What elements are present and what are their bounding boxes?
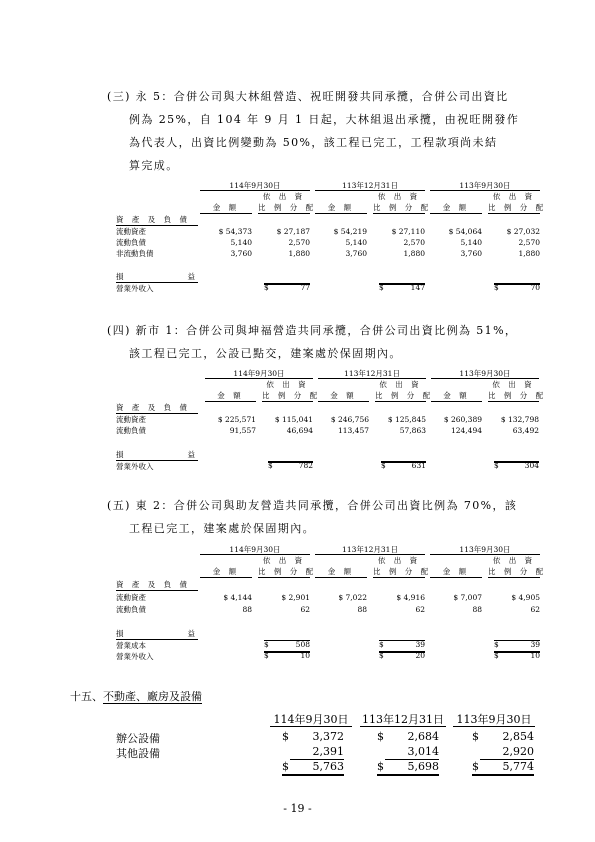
- para-line: (四) 新市 1：合併公司與坤福營造共同承攬，合併公司出資比例為 51%，: [107, 324, 518, 337]
- cell: 5,140: [345, 238, 367, 247]
- section-label: 損 益: [116, 272, 198, 281]
- col-header: 比 例 分 配: [375, 391, 434, 400]
- period-header: 114年9月30日: [273, 713, 349, 726]
- col-header: 金 額: [212, 567, 240, 576]
- cell: $ 260,389: [443, 415, 482, 424]
- row-label: 流動資產: [116, 227, 146, 236]
- row-label: 流動負債: [116, 238, 146, 247]
- cell: 2,570: [288, 238, 310, 247]
- col-header: 金 額: [443, 391, 470, 400]
- col-header: 依 出 資: [377, 556, 421, 565]
- page-number: - 19 -: [283, 802, 312, 815]
- cell: 63,492: [512, 426, 539, 435]
- col-header: 比 例 分 配: [258, 567, 317, 576]
- row-label: 辦公設備: [116, 732, 160, 745]
- row-label: 營業成本: [116, 641, 146, 650]
- para-line: (三) 永 5：合併公司與大林組營造、祝旺開發共同承攬，合併公司出資比: [107, 90, 509, 103]
- cell: 91,557: [229, 426, 256, 435]
- period-header: 113年9月30日: [459, 545, 511, 554]
- total-cell: $ 5,774: [472, 760, 534, 776]
- col-header: 金 額: [327, 567, 355, 576]
- col-header: 依 出 資: [262, 556, 306, 565]
- col-header: 金 額: [330, 391, 357, 400]
- cell: 3,760: [345, 249, 367, 258]
- cell: 2,391: [290, 745, 344, 760]
- cell: $ 132,798: [500, 415, 539, 424]
- period-header: 114年9月30日: [229, 181, 281, 190]
- cell: 1,880: [403, 249, 425, 258]
- period-header: 113年9月30日: [459, 181, 511, 190]
- cell: $ 631: [381, 461, 426, 470]
- period-header: 114年9月30日: [229, 545, 281, 554]
- cell: 2,570: [518, 238, 540, 247]
- section-label: 損 益: [116, 629, 198, 638]
- cell: $ 27,110: [391, 227, 425, 236]
- cell: 62: [300, 605, 310, 614]
- para-line: 算完成。: [129, 159, 179, 172]
- cell: 113,457: [337, 426, 369, 435]
- col-header: 依 出 資: [262, 192, 306, 201]
- cell: $ 39: [494, 640, 540, 649]
- col-header: 金 額: [212, 203, 240, 212]
- cell: $ 2,901: [281, 593, 310, 602]
- cell: 5,140: [460, 238, 482, 247]
- period-header: 113年9月30日: [456, 713, 532, 726]
- para-line: 該工程已完工，公設已點交，建案處於保固期內。: [129, 347, 402, 360]
- period-header: 113年12月31日: [362, 713, 444, 726]
- heading-text: 不動產、廠房及設備: [103, 690, 202, 703]
- cell: $ 77: [264, 283, 310, 292]
- cell: 62: [530, 605, 540, 614]
- period-header: 114年9月30日: [233, 369, 285, 378]
- cell: 2,920: [480, 745, 534, 760]
- section-label: 資 產 及 負 債: [116, 215, 191, 224]
- cell: $ 304: [494, 461, 539, 470]
- row-label: 非流動負債: [116, 249, 154, 258]
- total-cell: $ 5,698: [377, 760, 439, 776]
- cell: 5,140: [230, 238, 252, 247]
- cell: $ 10: [264, 651, 310, 660]
- cell: $ 225,571: [217, 415, 256, 424]
- cell: 3,014: [385, 745, 439, 760]
- row-label: 流動負債: [116, 605, 146, 614]
- cell: $ 147: [379, 283, 425, 292]
- cell: 46,694: [286, 426, 313, 435]
- col-header: 金 額: [327, 203, 355, 212]
- col-header: 比 例 分 配: [488, 567, 547, 576]
- cell: $ 20: [379, 651, 425, 660]
- cell: 2,570: [403, 238, 425, 247]
- cell: $ 7,007: [453, 593, 482, 602]
- col-header: 比 例 分 配: [262, 391, 321, 400]
- col-header: 依 出 資: [492, 556, 536, 565]
- total-cell: $ 5,763: [282, 760, 344, 776]
- cell: $ 782: [268, 461, 313, 470]
- col-header: 比 例 分 配: [373, 203, 432, 212]
- col-header: 比 例 分 配: [258, 203, 317, 212]
- cell: $ 4,916: [396, 593, 425, 602]
- cell: $ 115,041: [274, 415, 313, 424]
- cell: $ 7,022: [338, 593, 367, 602]
- col-header: 依 出 資: [492, 192, 536, 201]
- para-line: 為代表人，出資比例變動為 50%，該工程已完工，工程款項尚未結: [129, 136, 498, 149]
- cell: $ 10: [494, 651, 540, 660]
- para-line: (五) 東 2：合併公司與助友營造共同承攬，合併公司出資比例為 70%，該: [107, 499, 518, 512]
- cell: $ 54,373: [218, 227, 252, 236]
- cell: 124,494: [450, 426, 482, 435]
- period-header: 113年12月31日: [342, 545, 398, 554]
- cell: $ 54,064: [448, 227, 482, 236]
- cell: $ 125,845: [387, 415, 426, 424]
- cell: $ 4,905: [511, 593, 540, 602]
- cell: 88: [472, 605, 482, 614]
- cell: $ 508: [264, 640, 310, 649]
- cell: $ 4,144: [223, 593, 252, 602]
- para-line: 例為 25%，自 104 年 9 月 1 日起，大林組退出承攬，由祝旺開發作: [129, 113, 520, 126]
- period-header: 113年12月31日: [344, 369, 400, 378]
- cell: $ 54,219: [333, 227, 367, 236]
- period-header: 113年12月31日: [342, 181, 398, 190]
- cell: $ 39: [379, 640, 425, 649]
- col-header: 依 出 資: [266, 380, 309, 389]
- cell: 88: [242, 605, 252, 614]
- cell: $ 27,187: [276, 227, 310, 236]
- cell: 57,863: [399, 426, 426, 435]
- section-label: 資 產 及 負 債: [116, 580, 191, 589]
- col-header: 比 例 分 配: [488, 391, 547, 400]
- section-label: 資 產 及 負 債: [116, 403, 191, 412]
- row-label: 流動負債: [116, 426, 146, 435]
- row-label: 流動資產: [116, 593, 146, 602]
- cell: 1,880: [288, 249, 310, 258]
- col-header: 比 例 分 配: [488, 203, 547, 212]
- cell: $ 27,032: [506, 227, 540, 236]
- col-header: 比 例 分 配: [373, 567, 432, 576]
- cell: $ 70: [494, 283, 540, 292]
- col-header: 金 額: [442, 203, 470, 212]
- cell: 62: [415, 605, 425, 614]
- cell: 3,760: [460, 249, 482, 258]
- cell: $ 246,756: [330, 415, 369, 424]
- period-header: 113年9月30日: [459, 369, 511, 378]
- col-header: 依 出 資: [379, 380, 422, 389]
- row-label: 流動資產: [116, 415, 146, 424]
- heading-number: 十五、: [70, 690, 103, 703]
- col-header: 依 出 資: [492, 380, 535, 389]
- row-label: 其他設備: [116, 747, 160, 760]
- col-header: 依 出 資: [377, 192, 421, 201]
- col-header: 金 額: [442, 567, 470, 576]
- row-label: 營業外收入: [116, 284, 154, 293]
- row-label: 營業外收入: [116, 462, 154, 471]
- section-label: 損 益: [116, 450, 198, 459]
- row-label: 營業外收入: [116, 652, 154, 661]
- cell: 88: [357, 605, 367, 614]
- cell: 1,880: [518, 249, 540, 258]
- cell: 3,760: [230, 249, 252, 258]
- section-heading: [70, 688, 202, 704]
- para-line: 工程已完工，建案處於保固期內。: [129, 522, 315, 535]
- col-header: 金 額: [217, 391, 244, 400]
